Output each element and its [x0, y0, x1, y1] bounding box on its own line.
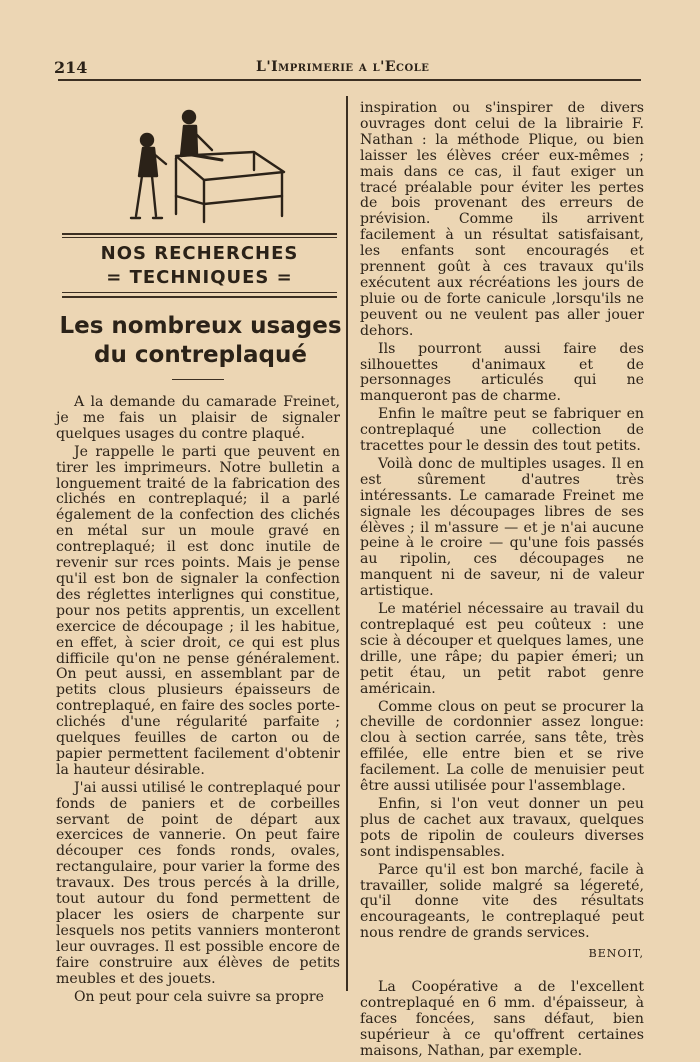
- paragraph: Voilà donc de multiples usages. Il en est sûrement d'autres très intéressants. Le camarade Freinet me signale les découpages libres de ses élèves ; il m'assure — et je n'ai aucune peine à le croire — qu'une fois passés au ripolin, ces découpages ne manquent ni de saveur, ni de valeur artistique.: [360, 455, 644, 600]
- paragraph: Comme clous on peut se procurer la cheville de cordonnier assez longue: clou à section carrée, sans tête, très effilée, elle entre bien et se rive facilement. La colle de menuisier peut être aussi utilisée pour l'assemblage.: [360, 698, 644, 795]
- section-heading-line2: = TECHNIQUES =: [106, 267, 293, 288]
- cooperative-notice: La Coopérative a de l'excellent contreplaqué en 6 mm. d'épaisseur, à faces foncées, sans défaut, bien supérieur à ce qu'offrent certaines maisons, Nathan, par exemple.: [360, 979, 644, 1059]
- author-signature: BENOIT,: [588, 947, 644, 961]
- section-rule-top-thin: [62, 237, 337, 238]
- right-column: [360, 101, 644, 1062]
- paragraph-continuation: inspiration ou s'inspirer de divers ouvrages dont celui de la librairie F. Nathan : la méthode Plique, ou bien laisser les élèves créer eux-mêmes ; mais dans ce cas, il faut exiger un tracé préalable pour éviter les pertes de bois provenant des erreurs de prévision. Comme ils arrivent facilement à un résultat satisfaisant, les enfants sont encouragés et prennent goût à ces travaux qu'ils exécutent aux récréations les jours de pluie ou de forte canicule ,lorsqu'ils ne peuvent ou ne veulent pas aller jouer dehors.: [360, 100, 644, 339]
- header-rule: [58, 79, 641, 81]
- paragraph: Je rappelle le parti que peuvent en tirer les imprimeurs. Notre bulletin a longuement traité de la fabrication des clichés en contreplaqué; il a parlé également de la confection des clichés en métal sur un moule gravé en contreplaqué; il est donc inutile de revenir sur rces points. Mais je pense qu'il est bon de signaler la confection des réglettes interlignes qui constitue, pour nos petits apprentis, un excellent exercice de découpage ; il les habitue, en effet, à scier droit, ce qui est plus difficile qu'on ne pense généralement. On peut aussi, en assemblant par de petits clous plusieurs épaisseurs de contreplaqué, en faire des socles porte-clichés d'une régularité parfaite ; quelques feuilles de carton ou de papier permettent facilement d'obtenir la hauteur désirable.: [56, 443, 340, 778]
- section-rule-bottom-thin: [62, 292, 337, 293]
- paragraph: Le matériel nécessaire au travail du contreplaqué est peu coûteux : une scie à découper et quelques lames, une drille, une râpe; du papier émeri; un petit étau, un petit rabot genre américain.: [360, 601, 644, 697]
- paragraph: Ils pourront aussi faire des silhouettes d'animaux et de personnages articulés qui ne manqueront pas de charme.: [360, 340, 644, 405]
- paragraph: J'ai aussi utilisé le contreplaqué pour fonds de paniers et de corbeilles servant de point de départ aux exercices de vannerie. On peut faire découper ces fonds ronds, ovales, rectangulaire, pour varier la forme des travaux. Des trous percés à la drille, tout autour du fond permettent de placer les osiers de charpente sur lesquels nos petits vanniers monteront leur ouvrages. Il est possible encore de faire construire aux élèves de petits meubles et des jouets.: [56, 779, 340, 987]
- paragraph: Parce qu'il est bon marché, facile à travailler, solide malgré sa légereté, qu'il donne vite des résultats encourageants, le contreplaqué peut nous rendre de grands services.: [360, 861, 644, 942]
- left-column: [56, 395, 340, 1007]
- section-rule-bottom: [62, 296, 337, 298]
- article-title: [58, 312, 343, 370]
- article-title-line1: Les nombreux usages: [59, 313, 342, 339]
- page-number: 214: [54, 58, 88, 77]
- section-heading: [62, 242, 337, 290]
- paragraph: Enfin le maître peut se fabriquer en contreplaqué une collection de tracettes pour le dessin des tout petits.: [360, 406, 644, 455]
- paragraph: Enfin, si l'on veut donner un peu plus de cachet aux travaux, quelques pots de ripolin de couleurs diverses sont indispensables.: [360, 795, 644, 860]
- section-heading-line1: NOS RECHERCHES: [100, 243, 299, 264]
- children-at-workbench-illustration: [104, 104, 294, 228]
- section-rule-top: [62, 233, 337, 235]
- paragraph: On peut pour cela suivre sa propre: [74, 988, 324, 1005]
- running-header: L'Imprimerie a l'Ecole: [256, 59, 430, 75]
- column-divider: [346, 96, 348, 991]
- article-title-line2: du contreplaqué: [94, 342, 307, 368]
- paragraph: A la demande du camarade Freinet, je me fais un plaisir de signaler quelques usages du contre plaqué.: [56, 394, 340, 442]
- title-underline: [172, 379, 224, 380]
